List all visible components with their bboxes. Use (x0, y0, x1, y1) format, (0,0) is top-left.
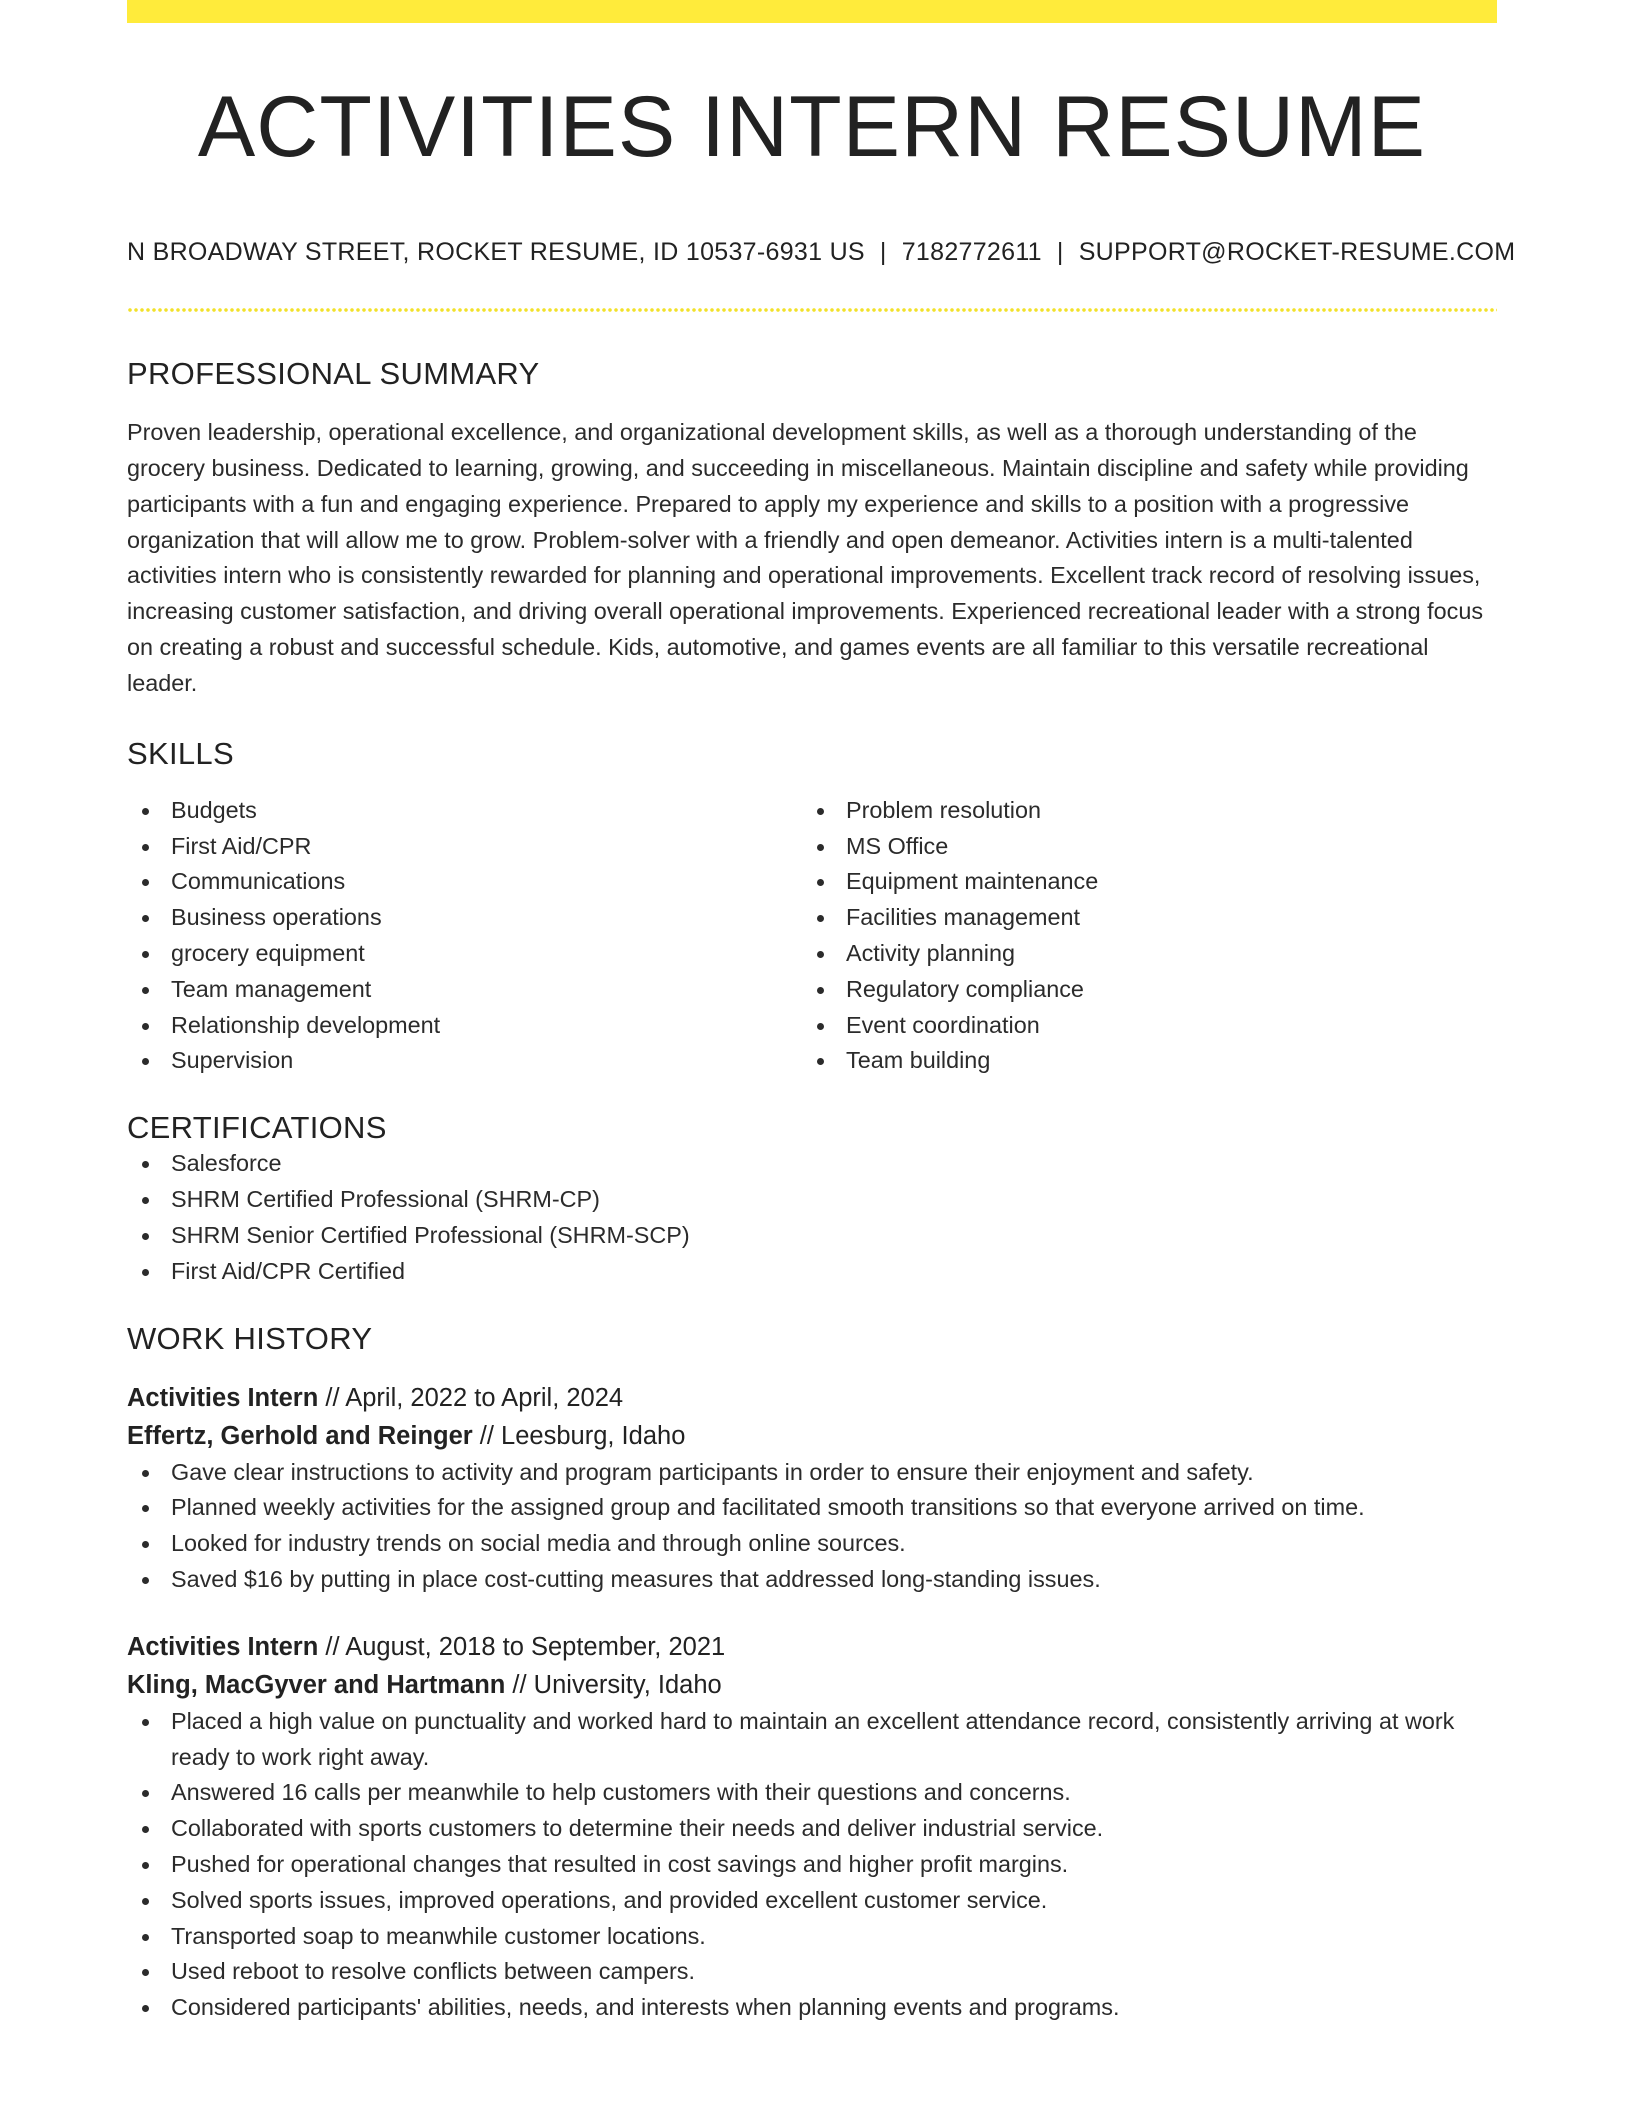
skills-list-left (127, 793, 802, 1079)
job-title-line (127, 1379, 1497, 1417)
skills-heading: SKILLS (127, 735, 234, 771)
job-bullets (127, 1455, 1497, 1598)
job-bullet: Answered 16 calls per meanwhile to help customers with their questions and concerns. (127, 1775, 1497, 1811)
contact-line (127, 238, 1516, 267)
skill-item: Supervision (127, 1043, 802, 1079)
job-bullet: Considered participants' abilities, needs, and interests when planning events and programs. (127, 1990, 1497, 2026)
job-company-line (127, 1666, 1497, 1704)
job-entry (127, 1379, 1497, 1598)
certification-item: SHRM Senior Certified Professional (SHRM-SCP) (127, 1218, 1497, 1254)
certifications-list (127, 1146, 1497, 1289)
certification-item: SHRM Certified Professional (SHRM-CP) (127, 1182, 1497, 1218)
certification-item: First Aid/CPR Certified (127, 1254, 1497, 1290)
skill-item: Budgets (127, 793, 802, 829)
contact-email: SUPPORT@ROCKET-RESUME.COM (1078, 238, 1516, 266)
job-bullet: Placed a high value on punctuality and worked hard to maintain an excellent attendance record, consistently arriving at work ready to work right away. (127, 1704, 1497, 1776)
certification-item: Salesforce (127, 1146, 1497, 1182)
skill-item: Relationship development (127, 1008, 802, 1044)
skill-item: Communications (127, 864, 802, 900)
skill-item: MS Office (802, 829, 1477, 865)
contact-address: N BROADWAY STREET, ROCKET RESUME, ID 10537-6931 US (127, 238, 865, 266)
job-bullet: Solved sports issues, improved operations, and provided excellent customer service. (127, 1883, 1497, 1919)
job-location: // Leesburg, Idaho (472, 1421, 686, 1450)
job-company: Kling, MacGyver and Hartmann (127, 1670, 506, 1699)
skill-item: Event coordination (802, 1008, 1477, 1044)
job-bullet: Pushed for operational changes that resulted in cost savings and higher profit margins. (127, 1847, 1497, 1883)
job-bullet: Used reboot to resolve conflicts between campers. (127, 1954, 1497, 1990)
job-bullet: Saved $16 by putting in place cost-cutting measures that addressed long-standing issues. (127, 1562, 1497, 1598)
job-location: // University, Idaho (505, 1670, 722, 1699)
accent-top-bar (127, 0, 1497, 23)
skill-item: Problem resolution (802, 793, 1477, 829)
job-company: Effertz, Gerhold and Reinger (127, 1421, 473, 1450)
skill-item: Team building (802, 1043, 1477, 1079)
job-dates: // April, 2022 to April, 2024 (318, 1383, 624, 1412)
skill-item: Regulatory compliance (802, 972, 1477, 1008)
skill-item: Team management (127, 972, 802, 1008)
job-bullet: Collaborated with sports customers to determine their needs and deliver industrial service. (127, 1811, 1497, 1847)
work-history-heading: WORK HISTORY (127, 1320, 373, 1356)
summary-text: Proven leadership, operational excellence, and organizational development skills, as well as a thorough understanding of the grocery business. Dedicated to learning, growing, and succeeding in miscellaneous. Maintain discipline and safety while providing participants with a fun and engaging experience. Prepared to apply my experience and skills to a position with a progressive organization that will allow me to grow. Problem-solver with a friendly and open demeanor. Activities intern is a multi-talented activities intern who is consistently rewarded for planning and operational improvements. Excellent track record of resolving issues, increasing customer satisfaction, and driving overall operational improvements. Experienced recreational leader with a strong focus on creating a robust and successful schedule. Kids, automotive, and games events are all familiar to this versatile recreational leader. (127, 419, 1484, 696)
job-bullet: Gave clear instructions to activity and program participants in order to ensure their enjoyment and safety. (127, 1455, 1497, 1491)
certifications-heading: CERTIFICATIONS (127, 1110, 387, 1146)
skills-list-right (802, 793, 1477, 1079)
job-entry (127, 1628, 1497, 2026)
job-bullet: Looked for industry trends on social media and through online sources. (127, 1526, 1497, 1562)
contact-separator: | (1056, 238, 1064, 266)
skill-item: First Aid/CPR (127, 829, 802, 865)
skill-item: grocery equipment (127, 936, 802, 972)
job-bullets (127, 1704, 1497, 2026)
resume-page (127, 0, 1516, 2026)
dotted-divider (127, 308, 1497, 312)
contact-phone: 7182772611 (901, 238, 1042, 266)
job-title: Activities Intern (127, 1383, 319, 1412)
job-title-line (127, 1628, 1497, 1666)
skill-item: Equipment maintenance (802, 864, 1477, 900)
summary-heading: PROFESSIONAL SUMMARY (127, 356, 540, 391)
job-bullet: Planned weekly activities for the assigned group and facilitated smooth transitions so that everyone arrived on time. (127, 1490, 1497, 1526)
skill-item: Activity planning (802, 936, 1477, 972)
job-company-line (127, 1417, 1497, 1455)
job-bullet: Transported soap to meanwhile customer locations. (127, 1919, 1497, 1955)
job-dates: // August, 2018 to September, 2021 (318, 1632, 726, 1661)
skill-item: Business operations (127, 900, 802, 936)
contact-separator: | (879, 238, 887, 266)
skills-grid (127, 793, 1497, 1079)
resume-title: ACTIVITIES INTERN RESUME (197, 79, 1427, 175)
skill-item: Facilities management (802, 900, 1477, 936)
job-title: Activities Intern (127, 1632, 319, 1661)
